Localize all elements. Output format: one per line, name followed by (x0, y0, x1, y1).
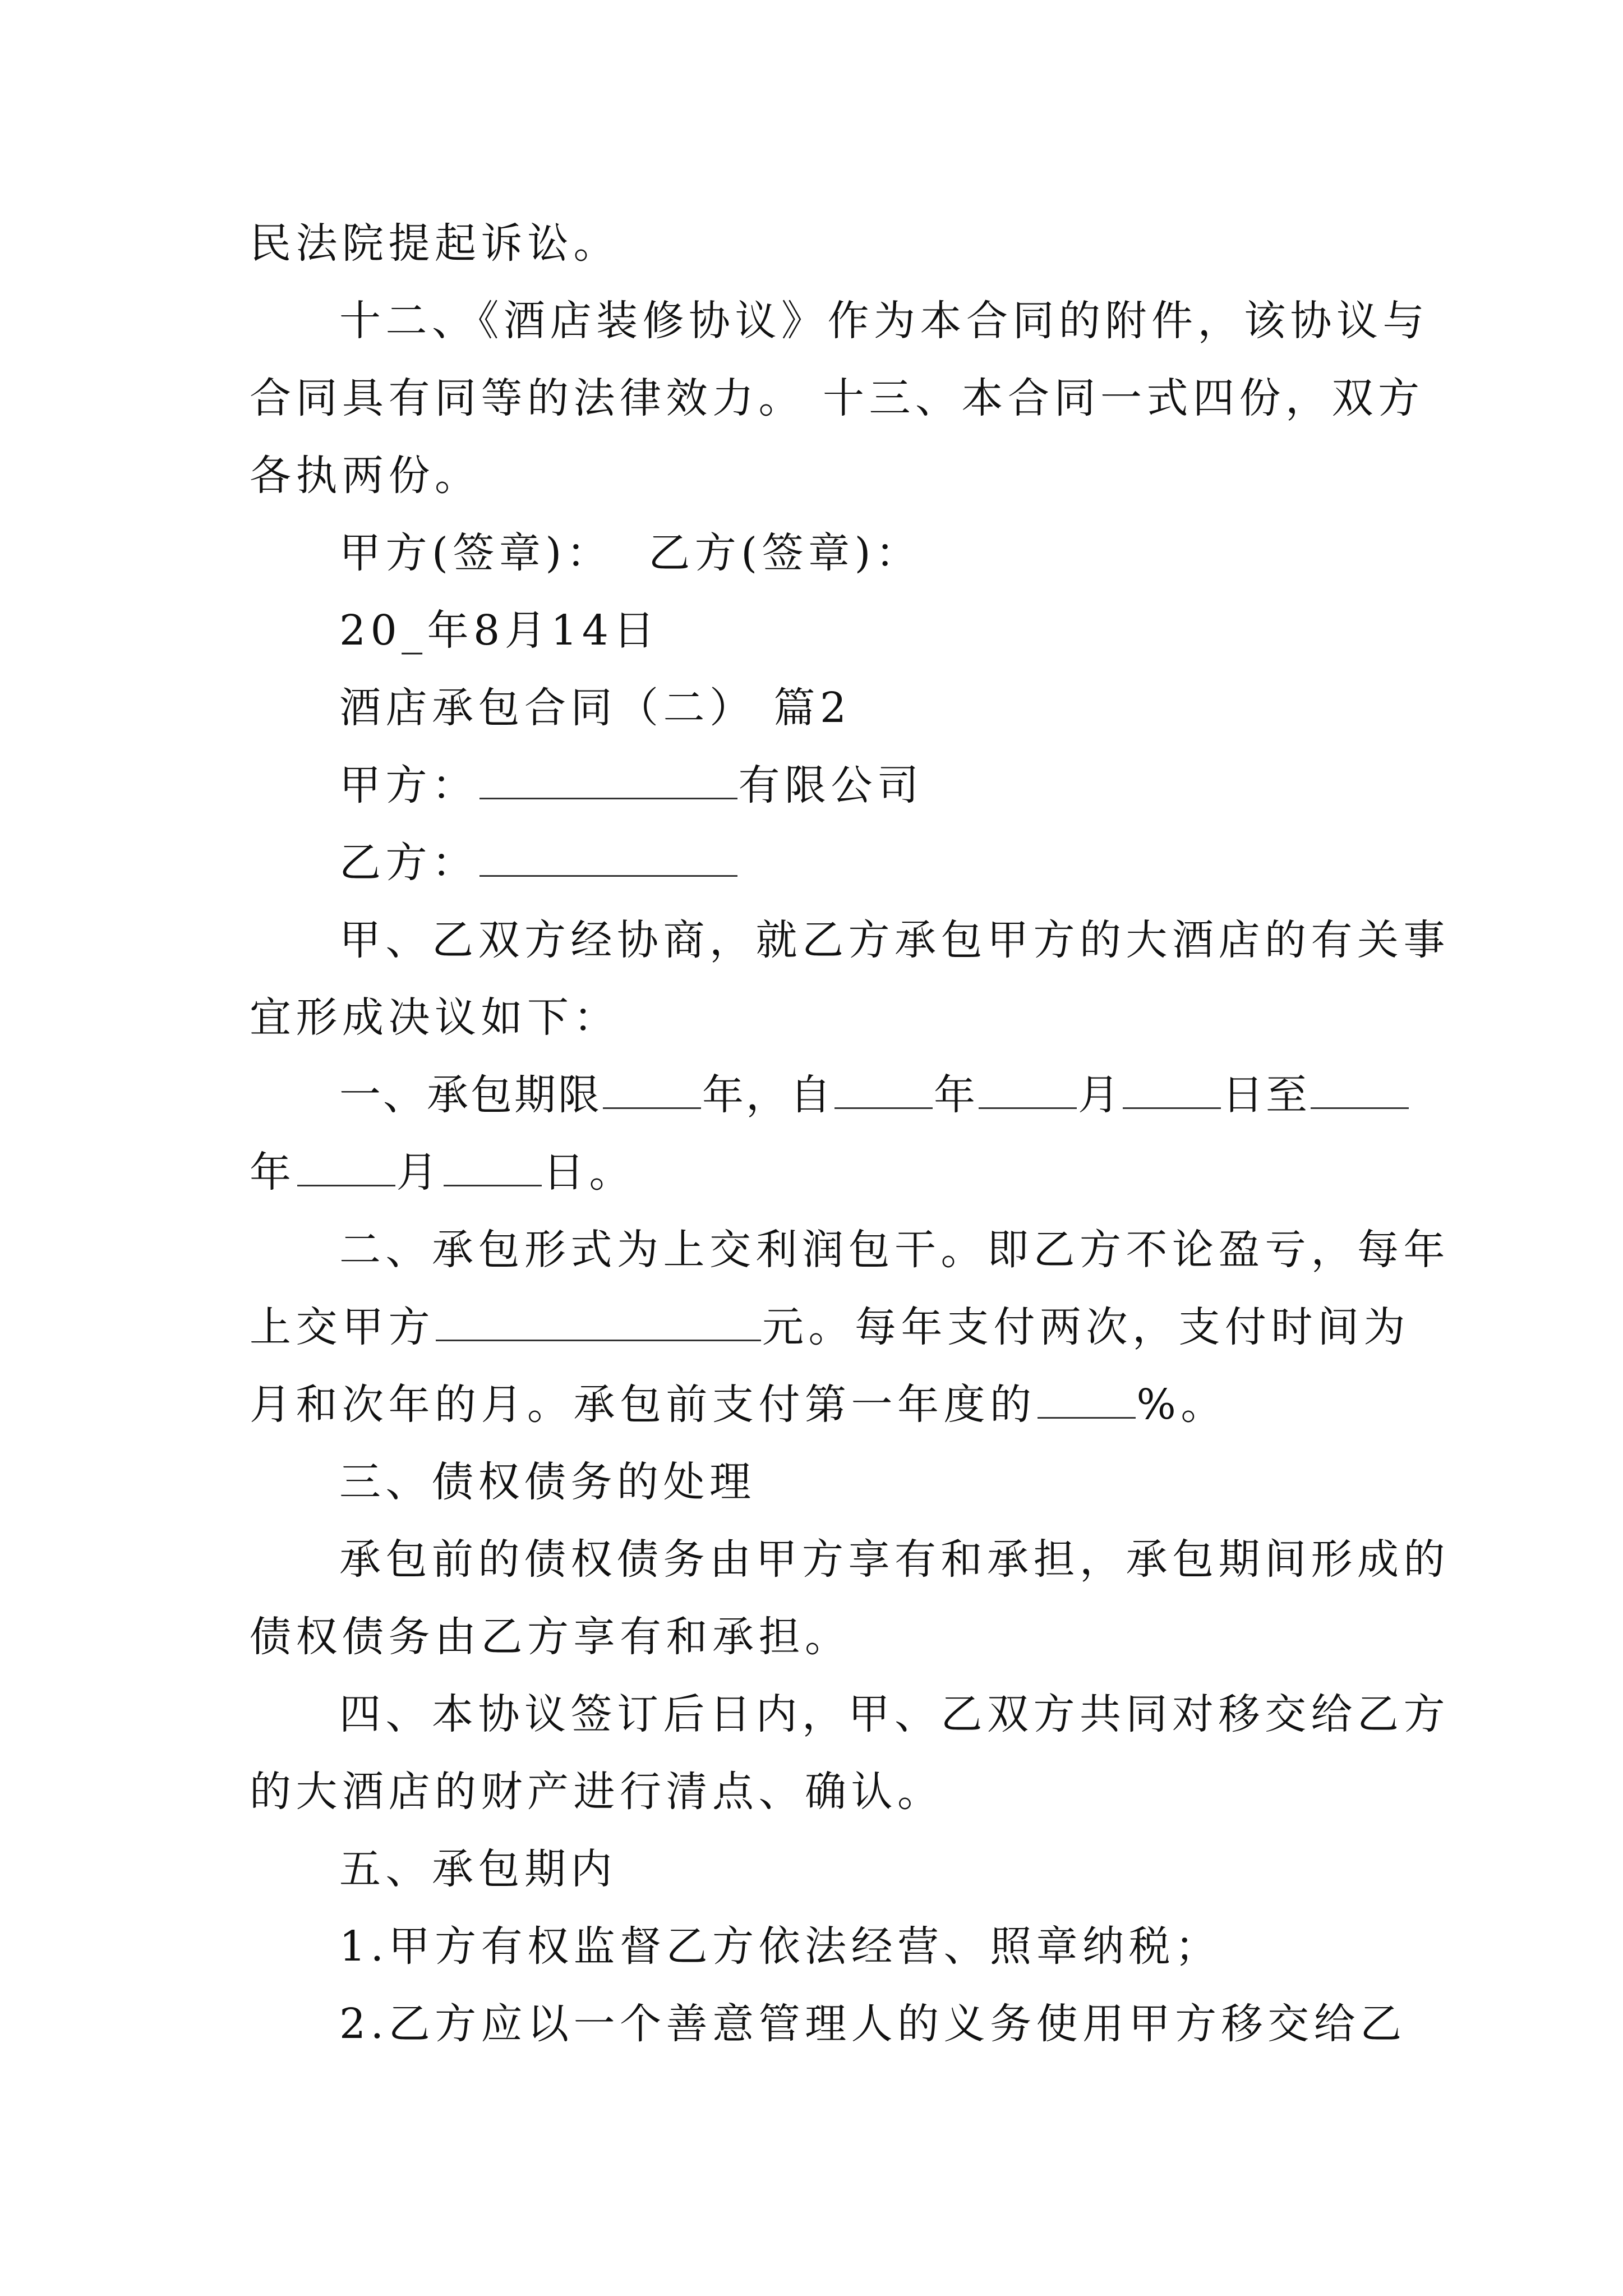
blank-field (834, 1073, 933, 1109)
party-b-line: 乙方： (250, 824, 1380, 901)
blank-field (1038, 1382, 1136, 1419)
party-a-line: 甲方： 有限公司 (339, 761, 924, 809)
section-heading: 三、债权债务的处理 (339, 1458, 756, 1506)
blank-field (444, 1150, 542, 1186)
term-line: 一、承包期限 年，自 年 月 日至 (250, 1056, 1380, 1134)
list-item: 2.乙方应以一个善意管理人的义务使用甲方移交给乙 (339, 2000, 1407, 2048)
date-line: 20_年8月14日 (339, 606, 660, 655)
payment-line: 上交甲方 元。每年支付两次，支付时间为 (250, 1303, 1410, 1351)
text-line: 承包前的债权债务由甲方享有和承担，承包期间形成的 (339, 1535, 1450, 1584)
text-line: 四、本协议签订后日内，甲、乙双方共同对移交给乙方 (339, 1690, 1450, 1738)
blank-field (603, 1073, 701, 1109)
text-line: 民法院提起诉讼。 (250, 219, 620, 268)
text-line: 债权债务由乙方享有和承担。 (250, 1613, 851, 1661)
clause-12-line: 十二、《酒店装修协议》作为本合同的附件，该协议与 (339, 297, 1429, 345)
text-line: 的大酒店的财产进行清点、确认。 (250, 1768, 944, 1816)
blank-field (479, 763, 737, 799)
payment-line: 月和次年的月。承包前支付第一年度的 %。 (250, 1381, 1227, 1429)
term-line: 年 月 日。 (250, 1148, 635, 1197)
section-heading: 酒店承包合同（二） 篇2 (339, 684, 851, 732)
text-line: 二、承包形式为上交利润包干。即乙方不论盈亏，每年 (339, 1226, 1450, 1274)
blank-field (479, 840, 737, 877)
signature-line: 甲方(签章)： 乙方(签章)： (339, 529, 922, 577)
text-line: 甲、乙双方经协商，就乙方承包甲方的大酒店的有关事 (339, 916, 1450, 964)
blank-field (1311, 1073, 1409, 1109)
blank-field (979, 1073, 1077, 1109)
blank-field (297, 1150, 395, 1186)
section-heading: 五、承包期内 (339, 1845, 617, 1893)
document-body (250, 205, 1450, 2063)
list-item: 1.甲方有权监督乙方依法经营、照章纳税； (339, 1922, 1221, 1971)
text-line: 宜形成决议如下： (250, 993, 620, 1042)
blank-field (436, 1305, 761, 1341)
text-line: 各执两份。 (250, 452, 481, 500)
blank-field (1123, 1073, 1221, 1109)
text-line: 合同具有同等的法律效力。 十三、本合同一式四份，双方 (250, 374, 1424, 422)
